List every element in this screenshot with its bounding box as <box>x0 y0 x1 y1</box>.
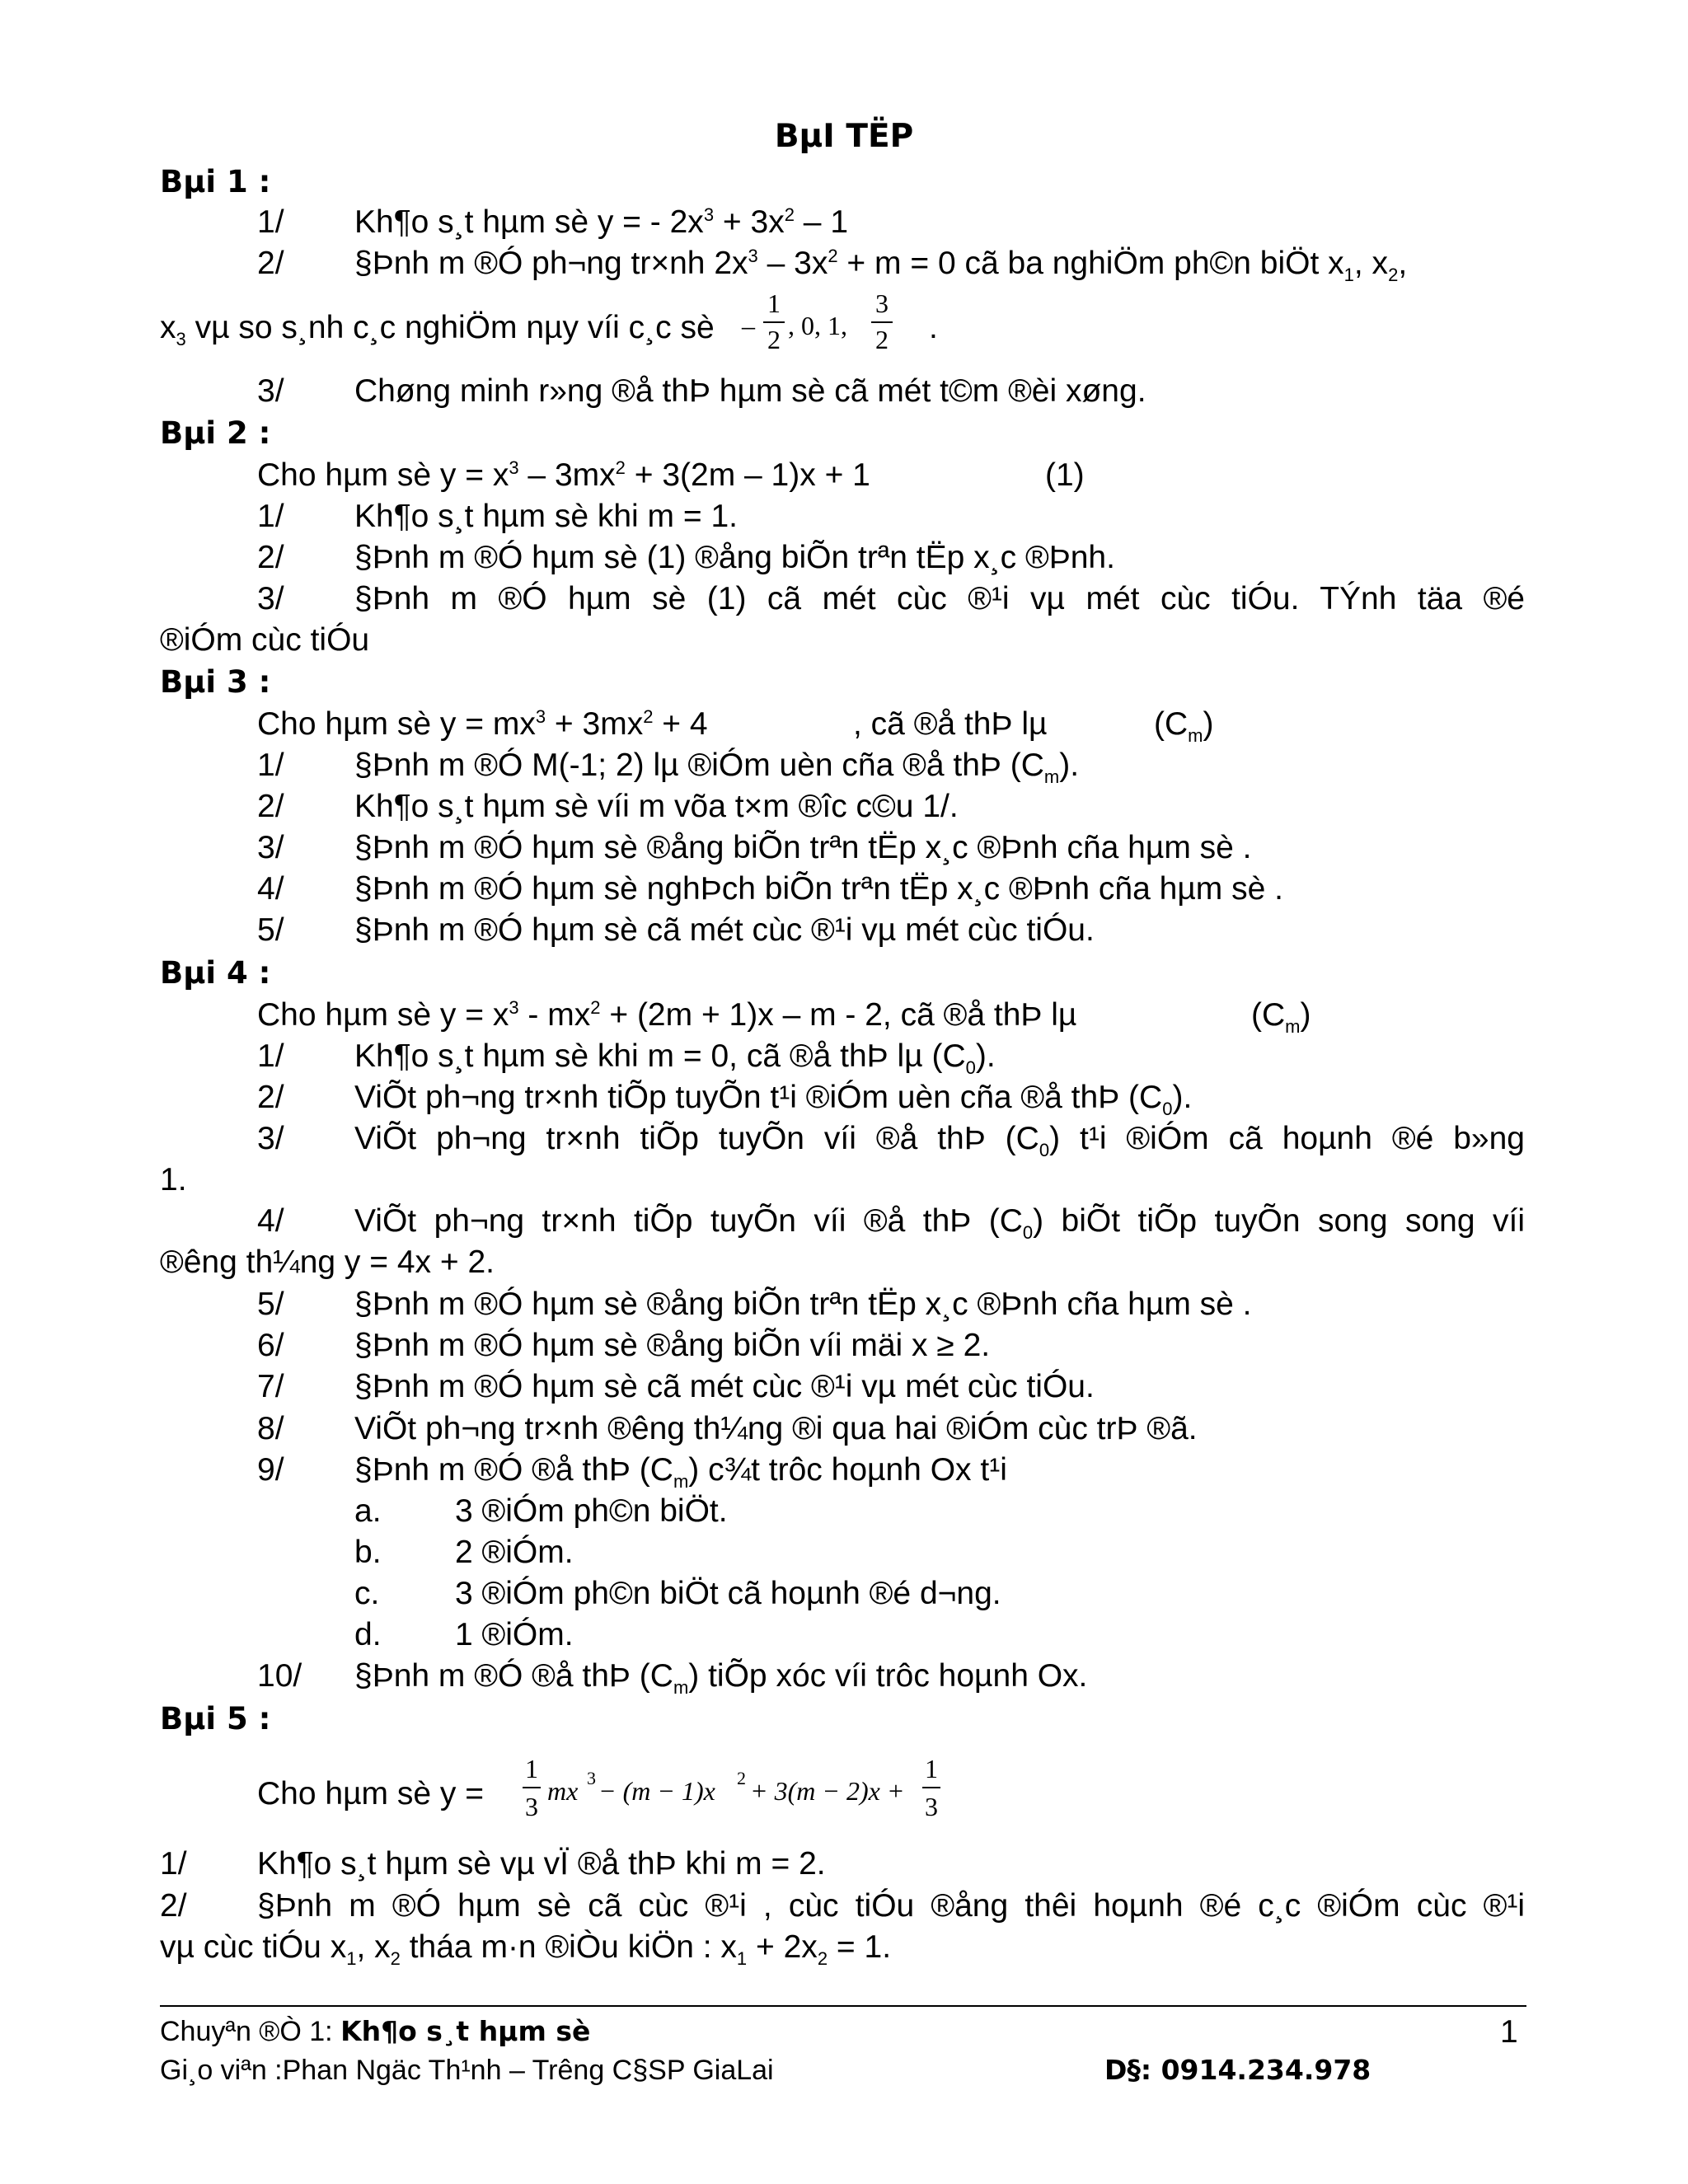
list-item: ViÕt ph¬ng tr×nh tiÕp tuyÕn t¹i ®iÓm uèn cña ®å thÞ $(C_0)$. <box>354 1080 1193 1119</box>
list-item: §Þnh m ®Ó hµm sè cã mét cùc ®¹i vµ mét cùc tiÓu. <box>354 912 1095 948</box>
list-number: 2/ <box>160 1888 187 1924</box>
list-number: 1/ <box>257 748 284 783</box>
footer-topic: Chuyªn ®Ò 1: Kh¶o s¸t hµm sè <box>160 2015 591 2047</box>
list-item: §Þnh m ®Ó ph¬ng tr×nh $2x^3 - 3x^2 + m = 0$ cã ba nghiÖm ph©n biÖt $x_1$, $x_2$, <box>354 246 1408 285</box>
list-item: §Þnh m ®Ó hµm sè nghÞch biÕn trªn tËp x¸c ®Þnh cña hµm sè . <box>354 871 1283 907</box>
exercise-1-heading: Bµi 1 : <box>160 164 271 199</box>
list-number: 3/ <box>257 830 284 865</box>
list-number: 4/ <box>257 871 284 907</box>
list-number: 2/ <box>257 540 284 575</box>
list-item: §Þnh m ®Ó hµm sè ®ång biÕn trªn tËp x¸c ®Þnh cña hµm sè . <box>354 1286 1252 1322</box>
page-number: 1 <box>1500 2014 1518 2050</box>
list-item-continuation: ®iÓm cùc tiÓu <box>160 622 370 658</box>
list-number: 1/ <box>257 204 284 240</box>
sub-item: 3 ®iÓm ph©n biÖt cã hoµnh ®é d¬ng. <box>455 1576 1001 1611</box>
list-item: §Þnh m ®Ó hµm sè (1) ®ång biÕn trªn tËp x¸c ®Þnh. <box>354 540 1115 575</box>
list-number: 6/ <box>257 1328 284 1363</box>
list-item-continuation: vµ cùc tiÓu $x_1$, $x_2$ tháa m·n ®iÒu kiÖn : $x_1 + 2x_2 = 1$. <box>160 1929 892 1969</box>
footer-phone: D§: 0914.234.978 <box>1104 2054 1372 2086</box>
list-number: 3/ <box>257 1121 284 1156</box>
list-item: Kh¶o s¸t hµm sè vµ vÏ ®å thÞ khi m = 2. <box>257 1846 826 1882</box>
function-definition-label: Cho hµm sè y = <box>257 1776 484 1811</box>
list-item: Kh¶o s¸t hµm sè khi m = 1. <box>354 499 738 534</box>
list-item: Kh¶o s¸t hµm sè khi m = 0, cã ®å thÞ lµ $(C_0)$. <box>354 1038 996 1078</box>
sub-item-letter: c. <box>354 1576 380 1611</box>
graph-name: $(C_m)$ <box>1251 997 1311 1037</box>
list-item: Kh¶o s¸t hµm sè víi m võa t×m ®îc c©u 1/. <box>354 789 959 824</box>
sub-item-letter: a. <box>354 1493 382 1529</box>
list-number: 10/ <box>257 1658 302 1694</box>
list-number: 9/ <box>257 1452 284 1488</box>
list-item: §Þnh m ®Ó hµm sè (1) cã mét cùc ®¹i vµ mét cùc tiÓu. TÝnh täa ®é <box>354 581 1525 616</box>
list-number: 5/ <box>257 1286 284 1322</box>
list-number: 2/ <box>257 1080 284 1115</box>
list-item: ViÕt ph¬ng tr×nh ®êng th¼ng ®i qua hai ®iÓm cùc trÞ ®ã. <box>354 1411 1198 1446</box>
sub-item: 2 ®iÓm. <box>455 1535 574 1570</box>
list-number: 1/ <box>257 1038 284 1074</box>
exercise-4-heading: Bµi 4 : <box>160 955 271 991</box>
sub-item-letter: b. <box>354 1535 382 1570</box>
exercise-2-heading: Bµi 2 : <box>160 415 271 451</box>
list-item: Chøng minh r»ng ®å thÞ hµm sè cã mét t©m ®èi xøng. <box>354 373 1146 409</box>
equation-tag: (1) <box>1045 457 1085 493</box>
list-number: 1/ <box>257 499 284 534</box>
sub-item-letter: d. <box>354 1617 382 1652</box>
exercise-5-heading: Bµi 5 : <box>160 1701 271 1736</box>
graph-label: , cã ®å thÞ lµ <box>853 706 1048 742</box>
function-definition: Cho hµm sè $y = x^3 - mx^2 + (2m + 1)x - m - 2$, cã ®å thÞ lµ <box>257 997 1077 1033</box>
list-number: 3/ <box>257 373 284 409</box>
list-number: 2/ <box>257 246 284 281</box>
list-item: §Þnh m ®Ó ®å thÞ $(C_m)$ tiÕp xóc víi trôc hoµnh Ox. <box>354 1658 1088 1698</box>
graph-name: $(C_m)$ <box>1154 706 1214 746</box>
exercise-3-heading: Bµi 3 : <box>160 664 271 700</box>
list-item-continuation: 1. <box>160 1162 187 1197</box>
list-item-continuation: ®êng th¼ng y = 4x + 2. <box>160 1244 495 1280</box>
list-number: 4/ <box>257 1203 284 1239</box>
footer-teacher: Gi¸o viªn :Phan Ngäc Th¹nh – Trêng C§SP GiaLai <box>160 2055 774 2086</box>
list-item: §Þnh m ®Ó M(-1; 2) lµ ®iÓm uèn cña ®å thÞ $(C_m)$. <box>354 748 1080 787</box>
function-definition: Cho hµm sè $y = mx^3 + 3mx^2 + 4$ <box>257 706 708 742</box>
list-item: ViÕt ph¬ng tr×nh tiÕp tuyÕn víi ®å thÞ $(C_0)$ biÕt tiÕp tuyÕn song song víi <box>354 1203 1525 1243</box>
list-item: §Þnh m ®Ó hµm sè cã cùc ®¹i , cùc tiÓu ®ång thêi hoµnh ®é c¸c ®iÓm cùc ®¹i <box>257 1888 1525 1924</box>
list-item: Kh¶o s¸t hµm sè y = - $2x^3 + 3x^2 - 1$ <box>354 204 849 240</box>
list-number: 1/ <box>160 1846 187 1882</box>
list-number: 3/ <box>257 581 284 616</box>
list-number: 7/ <box>257 1369 284 1404</box>
list-item: §Þnh m ®Ó hµm sè cã mét cùc ®¹i vµ mét cùc tiÓu. <box>354 1369 1095 1404</box>
page-title: BµI TËP <box>774 118 914 155</box>
list-item: ViÕt ph¬ng tr×nh tiÕp tuyÕn víi ®å thÞ $(C_0)$ t¹i ®iÓm cã hoµnh ®é b»ng <box>354 1121 1525 1160</box>
list-item: §Þnh m ®Ó hµm sè ®ång biÕn víi mäi x ≥ 2. <box>354 1328 991 1363</box>
list-item-continuation: $x_3$ vµ so s¸nh c¸c nghiÖm nµy víi c¸c sè <box>160 310 715 349</box>
list-item: §Þnh m ®Ó hµm sè ®ång biÕn trªn tËp x¸c ®Þnh cña hµm sè . <box>354 830 1252 865</box>
footer-divider <box>160 2005 1526 2007</box>
document-page: BµI TËP Bµi 1 : 1/ Kh¶o s¸t hµm sè y = - $2x^3 + 3x^2 - 1$ 2/ §Þnh m ®Ó ph¬ng tr×nh $2x^3 - 3x^2 + m = 0$ cã ba nghiÖm ph©n biÖt $x_1$, $x_2$, $x_3$ vµ so s¸nh c¸c nghiÖm nµy víi c¸c sè – 1 2 , 0, 1, 3 2 . 3/ Chøng minh r»ng ®å thÞ hµm sè cã mét t©m ®èi xøng. Bµi 2 : Cho hµm sè $y = x^3 - 3mx^2 + 3(2m - 1)x + 1$ (1) 1/ Kh¶o s¸t hµm sè khi m = 1. 2/ §Þnh m ®Ó hµm sè (1) ®ång biÕn trªn tËp x¸c ®Þnh. 3/ §Þnh m ®Ó hµm sè (1) cã mét cùc ®¹i vµ mét cùc tiÓu. TÝnh täa ®é ®iÓm cùc tiÓu Bµi 3 : Cho hµm sè $y = mx^3 + 3mx^2 + 4$ , cã ®å thÞ lµ $(C_m)$ 1/ §Þnh m ®Ó M(-1; 2) lµ ®iÓm uèn cña ®å thÞ $(C_m)$. 2/ Kh¶o s¸t hµm sè víi m võa t×m ®îc c©u 1/. 3/ §Þnh m ®Ó hµm sè ®ång biÕn trªn tËp x¸c ®Þnh cña hµm sè . 4/ §Þnh m ®Ó hµm sè nghÞch biÕn trªn tËp x¸c ®Þnh cña hµm sè . 5/ §Þnh m ®Ó hµm sè cã mét cùc ®¹i vµ mét cùc tiÓu. Bµi 4 : Cho hµm sè $y = x^3 - mx^2 + (2m + 1)x - m - 2$, cã ®å thÞ lµ $(C_m)$ 1/ Kh¶o s¸t hµm sè khi m = 0, cã ®å thÞ lµ $(C_0)$. 2/ ViÕt ph¬ng tr×nh tiÕp tuyÕn t¹i ®iÓm uèn cña ®å thÞ $(C_0)$. 3/ ViÕt ph¬ng tr×nh tiÕp tuyÕn víi ®å thÞ $(C_0)$ t¹i ®iÓm cã hoµnh ®é b»ng 1. 4/ ViÕt ph¬ng tr×nh tiÕp tuyÕn víi ®å thÞ $(C_0)$ biÕt tiÕp tuyÕn song song víi ®êng th¼ng y = 4x + 2. 5/ §Þnh m ®Ó hµm sè ®ång biÕn trªn tËp x¸c ®Þnh cña hµm sè . 6/ §Þnh m ®Ó hµm sè ®ång biÕn víi mäi x ≥ 2. 7/ §Þnh m ®Ó hµm sè cã mét cùc ®¹i vµ mét cùc tiÓu. 8/ ViÕt ph¬ng tr×nh ®êng th¼ng ®i qua hai ®iÓm cùc trÞ ®ã. 9/ §Þnh m ®Ó ®å thÞ $(C_m)$ c¾t trôc hoµnh Ox t¹i a. 3 ®iÓm ph©n biÖt. b. 2 ®iÓm. c. 3 ®iÓm ph©n biÖt cã hoµnh ®é d¬ng. d. 1 ®iÓm. 10/ §Þnh m ®Ó ®å thÞ $(C_m)$ tiÕp xóc víi trôc hoµnh Ox. Bµi 5 : Cho hµm sè y = 1 3 mx 3 − (m − 1)x 2 + 3(m − 2)x + 1 3 1/ Kh¶o s¸t hµm sè vµ vÏ ®å thÞ khi m = 2. 2/ §Þnh m ®Ó hµm sè cã cùc ®¹i , cùc tiÓu ®ång thêi hoµnh ®é c¸c ®iÓm cùc ®¹i vµ cùc tiÓu $x_1$, $x_2$ tháa m·n ®iÒu kiÖn : $x_1 + 2x_2 = 1$. Chuyªn ®Ò 1: Kh¶o s¸t hµm sè 1 Gi¸o viªn :Phan Ngäc Th¹nh – Trêng C§SP GiaLai D§: 0914.234.978 <box>0 0 1688 2184</box>
list-number: 5/ <box>257 912 284 948</box>
sub-item: 1 ®iÓm. <box>455 1617 574 1652</box>
list-number: 8/ <box>257 1411 284 1446</box>
function-definition: Cho hµm sè $y = x^3 - 3mx^2 + 3(2m - 1)x + 1$ <box>257 457 870 493</box>
list-number: 2/ <box>257 789 284 824</box>
list-item: §Þnh m ®Ó ®å thÞ $(C_m)$ c¾t trôc hoµnh Ox t¹i <box>354 1452 1007 1492</box>
list-item-end: . <box>929 310 938 345</box>
sub-item: 3 ®iÓm ph©n biÖt. <box>455 1493 728 1529</box>
